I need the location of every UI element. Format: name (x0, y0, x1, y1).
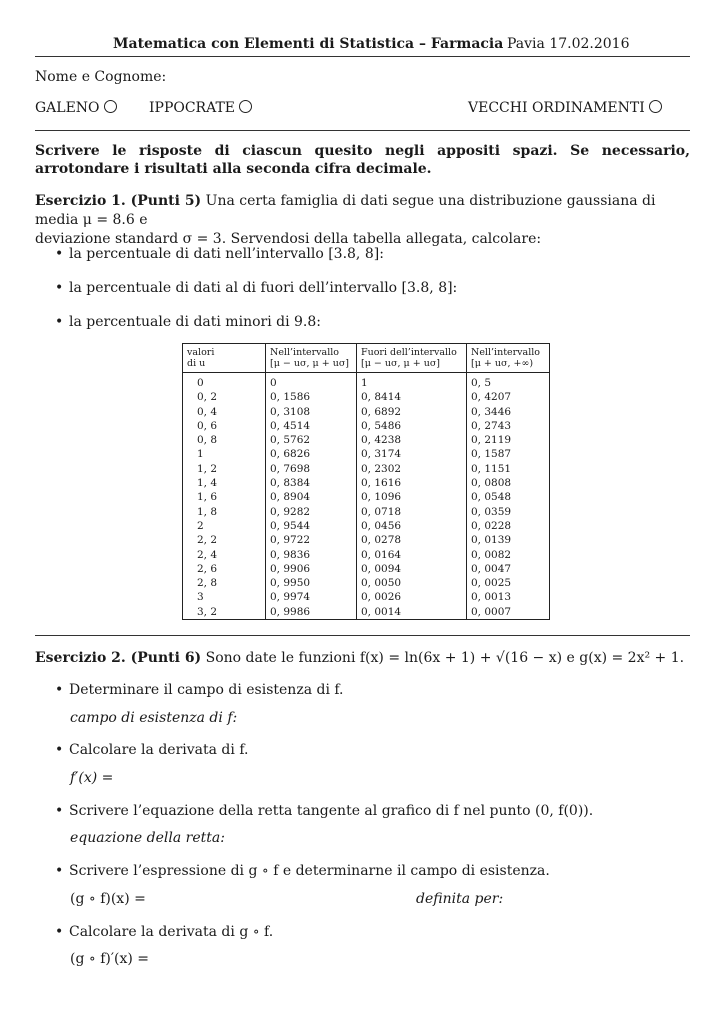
table-cell: 0, 9722 (266, 533, 357, 547)
table-cell: 0, 0050 (357, 576, 467, 590)
table-cell: 0, 0456 (357, 519, 467, 533)
table-header-row (183, 344, 550, 373)
table-cell: 1 (183, 447, 266, 461)
exercise-2-text: Sono date le funzioni f(x) = ln(6x + 1) + √(16 − x) e g(x) = 2x² + 1. (205, 650, 685, 666)
table-cell: 2, 8 (183, 576, 266, 590)
table-cell: 0, 2302 (357, 462, 467, 476)
table-cell: 1 (357, 373, 467, 391)
answer-label: equazione della retta: (70, 830, 225, 846)
table-cell: 0, 0548 (467, 490, 550, 504)
table-cell: 0, 9544 (266, 519, 357, 533)
table-cell: 2, 4 (183, 548, 266, 562)
table-row (183, 490, 550, 504)
table-row (183, 519, 550, 533)
table-cell: 0, 3446 (467, 405, 550, 419)
list-item (55, 280, 457, 296)
list-item (55, 924, 273, 940)
table-row (183, 447, 550, 461)
table-row (183, 373, 550, 391)
answer-label: (g ∘ f)′(x) = (70, 951, 150, 967)
table-cell: 0, 2743 (467, 419, 550, 433)
table-cell: 0, 0013 (467, 590, 550, 604)
checkbox-circle-icon[interactable] (104, 100, 117, 113)
option-galeno[interactable] (35, 100, 117, 116)
exercise-2-intro (35, 650, 684, 666)
table-cell: 0, 6 (183, 419, 266, 433)
table-cell: 0, 1151 (467, 462, 550, 476)
table-cell: 0, 0026 (357, 590, 467, 604)
table-cell: 0, 4 (183, 405, 266, 419)
list-item-text: Determinare il campo di esistenza di f. (69, 682, 344, 698)
table-row (183, 433, 550, 447)
table-cell: 0, 5486 (357, 419, 467, 433)
table-cell: 0, 5762 (266, 433, 357, 447)
table-cell: 1, 2 (183, 462, 266, 476)
table-cell: 0, 1587 (467, 447, 550, 461)
table-cell: 0, 3174 (357, 447, 467, 461)
table-row (183, 419, 550, 433)
option-vecchi-ordinamenti[interactable] (468, 100, 662, 116)
table-cell: 0, 2119 (467, 433, 550, 447)
table-header-cell: Nell’intervallo [μ − uσ, μ + uσ] (266, 344, 357, 373)
table-cell: 0, 0139 (467, 533, 550, 547)
table-cell: 0, 8414 (357, 390, 467, 404)
table-row (183, 576, 550, 590)
table-row (183, 405, 550, 419)
checkbox-circle-icon[interactable] (649, 100, 662, 113)
table-cell: 0, 2 (183, 390, 266, 404)
name-field-label: Nome e Cognome: (35, 69, 167, 85)
table-cell: 0, 0808 (467, 476, 550, 490)
table-cell: 0, 9906 (266, 562, 357, 576)
table-cell: 0, 7698 (266, 462, 357, 476)
exercise-1-heading: Esercizio 1. (Punti 5) (35, 193, 202, 209)
list-item-text: Calcolare la derivata di g ∘ f. (69, 924, 274, 940)
table-cell: 0, 4207 (467, 390, 550, 404)
divider (35, 130, 690, 131)
instructions: Scrivere le risposte di ciascun quesito negli appositi spazi. Se necessario, arrotondare i risultati alla seconda cifra decimale. (35, 143, 690, 177)
table-cell: 0, 0007 (467, 605, 550, 620)
table-header-cell: Nell’intervallo [μ + uσ, +∞) (467, 344, 550, 373)
table-cell: 1, 8 (183, 505, 266, 519)
table-cell: 0, 0359 (467, 505, 550, 519)
option-label: GALENO (35, 100, 100, 116)
answer-label: campo di esistenza di f: (70, 710, 238, 726)
table-cell: 2 (183, 519, 266, 533)
table-cell: 0, 9950 (266, 576, 357, 590)
list-item-text: Calcolare la derivata di f. (69, 742, 249, 758)
list-item-text: Scrivere l’equazione della retta tangente al grafico di f nel punto (0, f(0)). (69, 803, 594, 819)
table-header-cell: Fuori dell’intervallo [μ − uσ, μ + uσ] (357, 344, 467, 373)
list-item (55, 314, 321, 330)
exercise-1-text-line2: deviazione standard σ = 3. Servendosi della tabella allegata, calcolare: (35, 231, 542, 247)
list-item (55, 682, 344, 698)
table-cell: 0, 0228 (467, 519, 550, 533)
table-row (183, 505, 550, 519)
list-item (55, 803, 593, 819)
table-cell: 0, 8904 (266, 490, 357, 504)
table-row (183, 590, 550, 604)
table-row (183, 533, 550, 547)
table-cell: 0, 0278 (357, 533, 467, 547)
table-cell: 0, 0025 (467, 576, 550, 590)
checkbox-circle-icon[interactable] (239, 100, 252, 113)
table-row (183, 548, 550, 562)
exercise-1-text-line1: Una certa famiglia di dati segue una distribuzione gaussiana di media μ = 8.6 e (35, 193, 656, 228)
table-row (183, 562, 550, 576)
page-title: Matematica con Elementi di Statistica – Farmacia (113, 36, 504, 52)
list-item-text: la percentuale di dati al di fuori dell’intervallo [3.8, 8]: (69, 280, 458, 296)
table-row (183, 390, 550, 404)
table-cell: 0, 6826 (266, 447, 357, 461)
table-row (183, 605, 550, 620)
option-label: IPPOCRATE (149, 100, 236, 116)
table-cell: 0, 0014 (357, 605, 467, 620)
exercise-1-intro (35, 192, 695, 249)
answer-label: f′(x) = (70, 770, 114, 786)
table-cell: 0, 8 (183, 433, 266, 447)
list-item-text: la percentuale di dati minori di 9.8: (69, 314, 321, 330)
table-cell: 0, 0082 (467, 548, 550, 562)
table-cell: 0, 4238 (357, 433, 467, 447)
table-cell: 1, 4 (183, 476, 266, 490)
exercise-2-heading: Esercizio 2. (Punti 6) (35, 650, 202, 666)
list-item (55, 742, 248, 758)
table-cell: 0, 3108 (266, 405, 357, 419)
table-cell: 0 (266, 373, 357, 391)
table-cell: 0, 9282 (266, 505, 357, 519)
table-cell: 0 (183, 373, 266, 391)
table-cell: 2, 6 (183, 562, 266, 576)
option-label: VECCHI ORDINAMENTI (468, 100, 645, 116)
table-row (183, 462, 550, 476)
table-cell: 0, 5 (467, 373, 550, 391)
table-cell: 1, 6 (183, 490, 266, 504)
place-date: Pavia 17.02.2016 (507, 36, 630, 52)
answer-label-domain: definita per: (416, 891, 504, 907)
divider (35, 56, 690, 57)
table-cell: 0, 1616 (357, 476, 467, 490)
table-row (183, 476, 550, 490)
table-cell: 0, 0718 (357, 505, 467, 519)
table-cell: 0, 0164 (357, 548, 467, 562)
table-cell: 0, 4514 (266, 419, 357, 433)
table-cell: 0, 1096 (357, 490, 467, 504)
table-cell: 0, 8384 (266, 476, 357, 490)
table-cell: 0, 9836 (266, 548, 357, 562)
table-cell: 3 (183, 590, 266, 604)
list-item (55, 246, 384, 262)
list-item-text: Scrivere l’espressione di g ∘ f e determinarne il campo di esistenza. (69, 863, 550, 879)
table-cell: 0, 0094 (357, 562, 467, 576)
table-cell: 0, 9974 (266, 590, 357, 604)
gaussian-table (182, 343, 550, 620)
table-cell: 2, 2 (183, 533, 266, 547)
answer-label: (g ∘ f)(x) = (70, 891, 146, 907)
table-cell: 0, 1586 (266, 390, 357, 404)
table-cell: 0, 9986 (266, 605, 357, 620)
list-item-text: la percentuale di dati nell’intervallo [3.8, 8]: (69, 246, 384, 262)
divider (35, 635, 690, 636)
table-cell: 3, 2 (183, 605, 266, 620)
table-cell: 0, 6892 (357, 405, 467, 419)
table-header-cell: valori di u (183, 344, 266, 373)
list-item (55, 863, 550, 879)
table-cell: 0, 0047 (467, 562, 550, 576)
option-ippocrate[interactable] (149, 100, 252, 116)
